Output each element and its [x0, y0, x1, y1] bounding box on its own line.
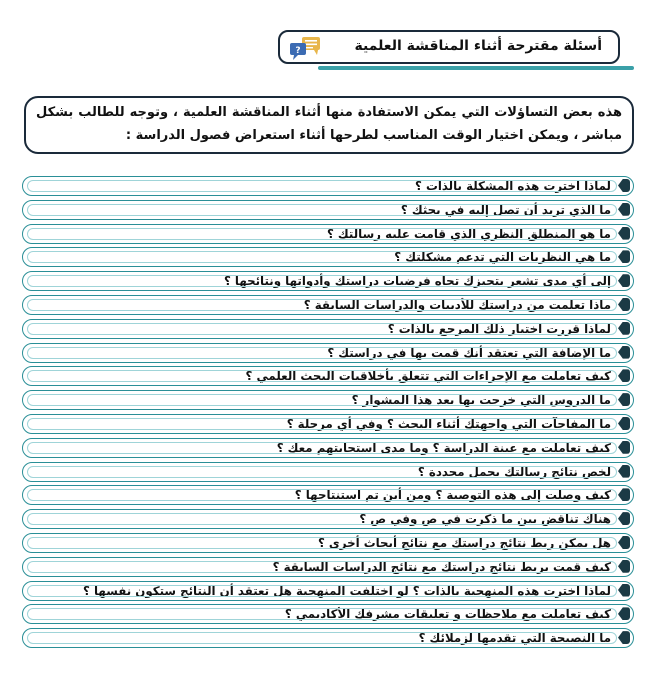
svg-text:?: ?: [295, 46, 301, 56]
question-text: هل يمكن ربط نتائج دراستك مع نتائج أبحاث أخرى ؟: [317, 535, 611, 550]
question-text: ما هو المنطلق النظري الذي قامت عليه رسالتك ؟: [326, 226, 611, 241]
question-text: ما المفاجآت التي واجهتك أثناء البحث ؟ وفي أي مرحلة ؟: [286, 416, 611, 431]
question-item: [22, 557, 634, 577]
chat-bubbles-icon: [288, 35, 322, 67]
page-title: أسئلة مقترحة أثناء المناقشة العلمية: [354, 38, 602, 54]
question-item: [22, 462, 634, 482]
question-text: لماذا قررت اختيار ذلك المرجع بالذات ؟: [387, 321, 611, 336]
question-item: [22, 628, 634, 648]
header-underline: [318, 66, 634, 70]
question-text: ما الدروس التي خرجت بها بعد هذا المشوار ؟: [351, 393, 611, 408]
arrow-bullet-icon: [618, 393, 630, 406]
question-item: [22, 390, 634, 410]
questions-list: [22, 176, 634, 652]
question-item: [22, 200, 634, 220]
arrow-bullet-icon: [618, 417, 630, 430]
question-item: [22, 224, 634, 244]
page-header: [278, 30, 634, 76]
arrow-bullet-icon: [618, 488, 630, 501]
question-text: لماذا اخترت هذه المنهجية بالذات ؟ لو اختلفت المنهجية هل تعتقد أن النتائج ستكون نفسها ؟: [83, 583, 611, 598]
question-item: [22, 343, 634, 363]
question-item: [22, 366, 634, 386]
intro-box: [24, 96, 634, 154]
question-text: كيف وصلت إلى هذه التوصية ؟ ومن أين تم استنتاجها ؟: [294, 488, 611, 503]
question-text: هناك تناقض بين ما ذكرت في ص وفي ص ؟: [359, 512, 611, 527]
question-item: [22, 438, 634, 458]
question-item: [22, 509, 634, 529]
arrow-bullet-icon: [618, 512, 630, 525]
arrow-bullet-icon: [618, 465, 630, 478]
question-text: كيف تعاملت مع ملاحظات و تعليقات مشرفك الأكاديمي ؟: [284, 607, 611, 622]
question-text: ما الإضافة التي تعتقد أنك قمت بها في دراستك ؟: [327, 345, 611, 360]
arrow-bullet-icon: [618, 441, 630, 454]
arrow-bullet-icon: [618, 631, 630, 644]
intro-text: هذه بعض التساؤلات التي يمكن الاستفادة منها أثناء المناقشة العلمية ، وتوجه للطالب بشكل مباشر ، ويمكن اختيار الوقت المناسب لطرحها أثناء استعراض فصول الدراسة :: [36, 105, 622, 143]
arrow-bullet-icon: [618, 607, 630, 620]
question-text: ما الذي تريد أن تصل إليه في بحثك ؟: [400, 202, 611, 217]
arrow-bullet-icon: [618, 560, 630, 573]
question-item: [22, 295, 634, 315]
question-text: كيف قمت بربط نتائج دراستك مع نتائج الدراسات السابقة ؟: [272, 559, 611, 574]
arrow-bullet-icon: [618, 227, 630, 240]
header-frame: [278, 30, 620, 64]
arrow-bullet-icon: [618, 369, 630, 382]
arrow-bullet-icon: [618, 274, 630, 287]
arrow-bullet-icon: [618, 179, 630, 192]
question-text: ما النصيحة التي تقدمها لزملائك ؟: [418, 631, 611, 646]
question-item: [22, 533, 634, 553]
arrow-bullet-icon: [618, 298, 630, 311]
question-item: [22, 271, 634, 291]
arrow-bullet-icon: [618, 250, 630, 263]
question-item: [22, 414, 634, 434]
arrow-bullet-icon: [618, 536, 630, 549]
question-item: [22, 581, 634, 601]
question-text: كيف تعاملت مع الإجراءات التي تتعلق بأخلاقيات البحث العلمي ؟: [245, 369, 611, 384]
question-item: [22, 319, 634, 339]
question-item: [22, 176, 634, 196]
arrow-bullet-icon: [618, 322, 630, 335]
question-item: [22, 604, 634, 624]
question-text: ما هي النظريات التي تدعم مشكلتك ؟: [394, 250, 611, 265]
question-text: لماذا اخترت هذه المشكلة بالذات ؟: [415, 179, 611, 193]
question-item: [22, 485, 634, 505]
arrow-bullet-icon: [618, 346, 630, 359]
arrow-bullet-icon: [618, 584, 630, 597]
question-text: إلى أي مدى تشعر بتحيزك تجاه فرضيات دراستك وأدواتها ونتائجها ؟: [223, 274, 611, 289]
question-item: [22, 247, 634, 267]
arrow-bullet-icon: [618, 203, 630, 216]
question-text: لخص نتائج رسالتك بجمل محددة ؟: [417, 464, 611, 479]
question-text: ماذا تعلمت من دراستك للأدبيات والدراسات السابقة ؟: [303, 297, 611, 312]
question-text: كيف تعاملت مع عينة الدراسة ؟ وما مدى استجابتهم معك ؟: [276, 440, 611, 455]
